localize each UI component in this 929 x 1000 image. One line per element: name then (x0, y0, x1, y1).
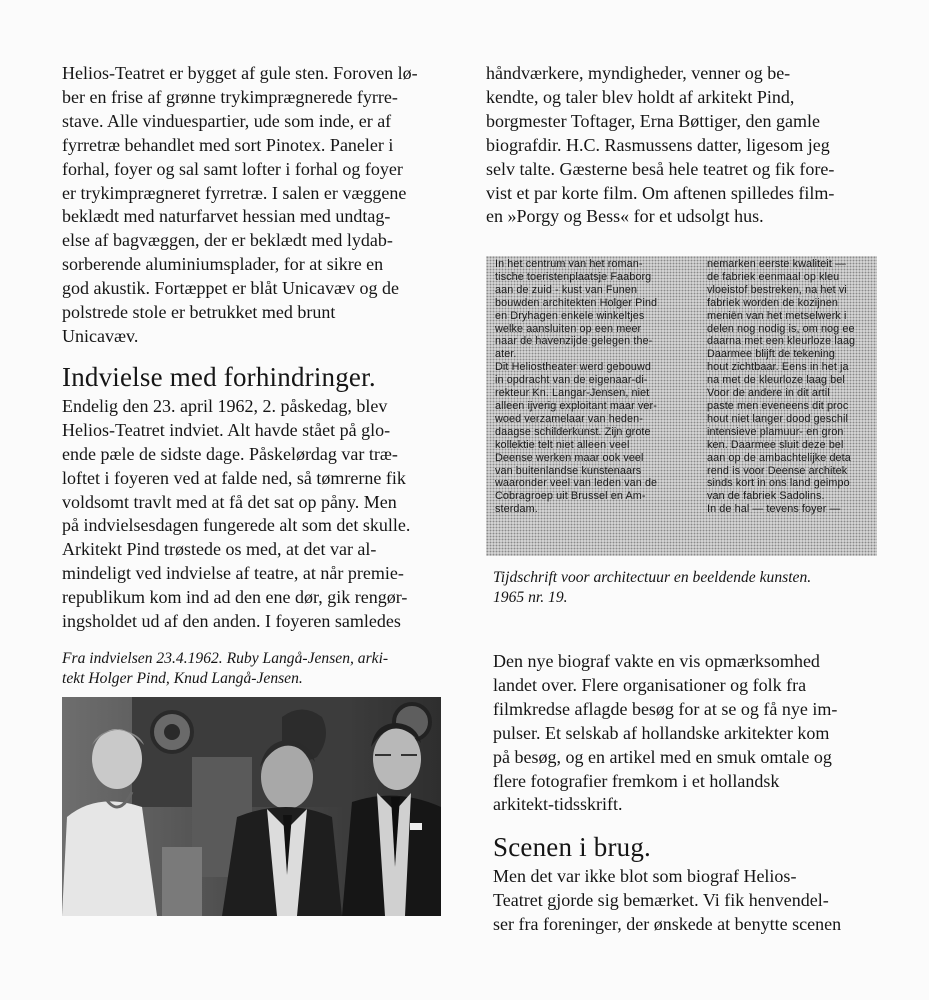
paragraph-guests: håndværkere, myndigheder, venner og be- kendte, og taler blev holdt af arkitekt Pind, borgmester Toftager, Erna Bøttiger, den gamle biografdir. H.C. Rasmussens datter, ligesom jeg selv talte. Gæsterne beså hele teatret og fik fore- vist et par korte film. Om aftenen spilledes film- en »Porgy og Bess« for et udsolgt hus. (486, 63, 835, 227)
paragraph-inauguration: Endelig den 23. april 1962, 2. påskedag, blev Helios-Teatret indviet. Alt havde stået på glo- ende pæle de sidste dage. Påskelørdag var træ- loftet i foyeren ved at falde ned, så tømrerne fik voldsomt travlt med at få det sat op påny. Men på indvielsesdagen fungerede alt som det skulle. Arkitekt Pind trøstede os med, at det var al- mindeligt ved indvielse af teatre, at når premie- republikum kom ind ad den ene dør, gik rengør- ingsholdet ud af den anden. I foyeren samledes (62, 395, 411, 632)
magazine-clipping (486, 256, 877, 556)
right-column-lower (493, 650, 877, 937)
paragraph-stage: Men det var ikke blot som biograf Helios- Teatret gjorde sig bemærket. Vi fik henvendel- ser fra foreninger, der ønskede at benytte scenen (493, 866, 842, 935)
right-column (486, 62, 877, 229)
left-column (62, 62, 442, 634)
clipping-column-right: nemarken eerste kwaliteit — de fabriek eenmaal op kleu vloeistof bestreken, na het vi fabriek worden de kozijnen meniën van het metselwerk i delen nog nodig is, om nog ee daarna met een kleurloze laag Daarmee blijft de tekening hout zichtbaar. Eens in het ja na met de kleurloze laag bel Voor de andere in dit artil paste men eveneens dit proc hout niet langer dood geschil intensieve plamuur- en gron ken. Daarmee sluit deze bel aan op de ambachtelijke deta rend is voor Deense architek sinds kort in ons land geimpo van de fabriek Sadolins. In de hal — tevens foyer — (707, 258, 856, 516)
section-heading-inauguration: Indvielse med forhindringer. (62, 361, 376, 392)
paragraph-materials: Helios-Teatret er bygget af gule sten. Foroven lø- ber en frise af grønne trykimprægnerede fyrre- stave. Alle vinduespartier, ude som inde, er af fyrretræ behandlet med sort Pinotex. Paneler i forhal, foyer og sal samt lofter i forhal og foyer er trykimprægneret fyrretræ. I salen er væggene beklædt med naturfarvet hessian med undtag- else af bagvæggen, der er beklædt med lydab- sorberende aluminiumsplader, for at sikre en god akustik. Fortæppet er blåt Unicavæv og de polstrede stole er betrukket med brunt Unicavæv. (62, 63, 418, 346)
inauguration-photo (62, 697, 441, 916)
photo-caption: Fra indvielsen 23.4.1962. Ruby Langå-Jensen, arki- tekt Holger Pind, Knud Langå-Jensen. (62, 650, 389, 687)
clipping-caption: Tijdschrift voor architectuur en beeldende kunsten. 1965 nr. 19. (493, 569, 812, 606)
clipping-column-left: In het centrum van het roman- tische toeristenplaatsje Faaborg aan de zuid - kust van Funen bouwden architekten Holger Pind en Dryhagen enkele winkeltjes welke aansluiten op een meer naar de havenzijde gelegen the- ater. Dit Heliostheater werd gebouwd in opdracht van de eigenaar-di- rekteur Kn. Langar-Jensen, niet alleen ijverig exploitant maar ver- woed verzamelaar van heden- daagse schilderkunst. Zijn grote kollektie telt niet alleen veel Deense werken maar ook veel van buitenlandse kunstenaars waaronder veel van leden van de Cobragroep uit Brussel en Am- sterdam. (495, 258, 658, 516)
section-heading-stage: Scenen i brug. (493, 832, 652, 863)
paragraph-attention: Den nye biograf vakte en vis opmærksomhed landet over. Flere organisationer og folk fra filmkredse aflagde besøg for at se og få nye im- pulser. Et selskab af hollandske arkitekter kom på besøg, og en artikel med en smuk omtale og flere fotografier fremkom i et hollandsk arkitekt-tidsskrift. (493, 651, 838, 815)
